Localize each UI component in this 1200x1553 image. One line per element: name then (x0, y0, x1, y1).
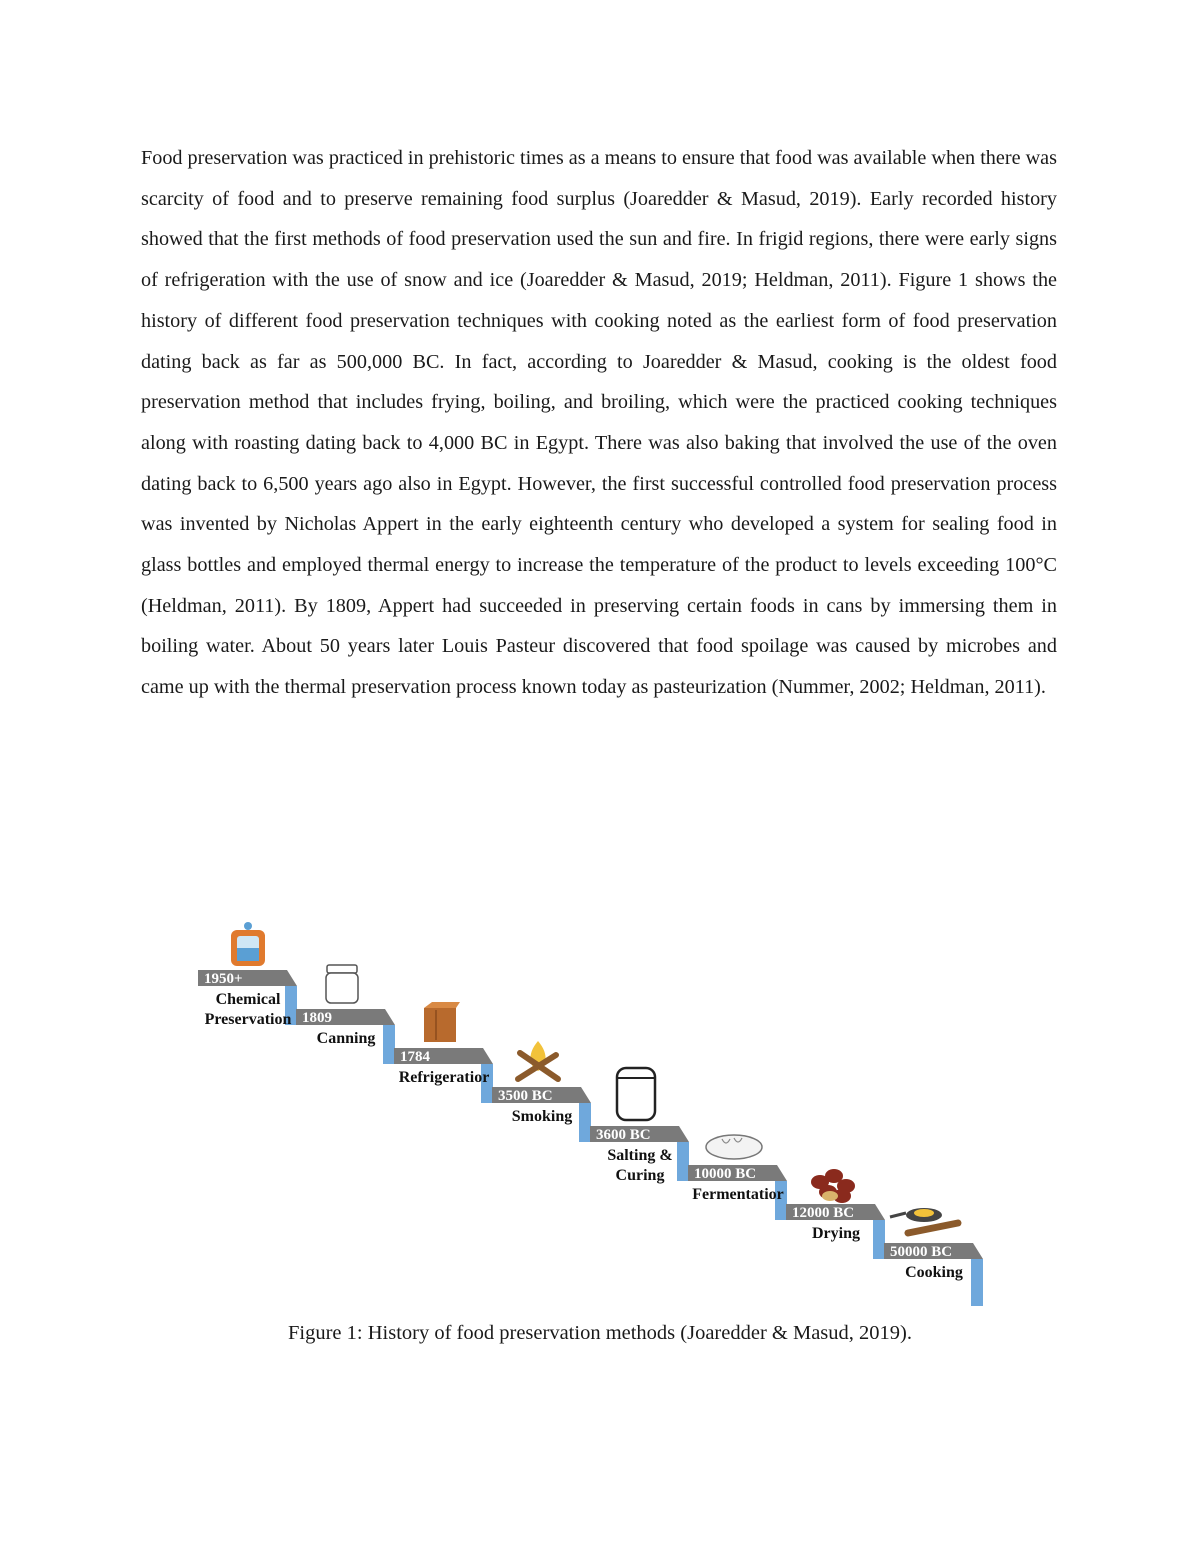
timeline-step (590, 1068, 689, 1184)
step-label: Drying (812, 1225, 860, 1242)
timeline-step (492, 1041, 591, 1142)
step-riser (677, 1142, 689, 1181)
step-date: 12000 BC (792, 1205, 855, 1221)
ice-box-icon (424, 1002, 460, 1042)
step-date: 1809 (302, 1010, 332, 1026)
step-label: Canning (316, 1030, 376, 1047)
step-date: 1950+ (204, 971, 243, 987)
dried-fruit-icon (811, 1169, 855, 1203)
step-label: Chemical (215, 991, 281, 1008)
timeline-staircase (180, 906, 1000, 1306)
timeline-step (688, 1135, 787, 1220)
timeline-step (786, 1169, 885, 1259)
step-label: Smoking (511, 1108, 573, 1125)
timeline-step (884, 1208, 983, 1306)
bread-loaf-icon (706, 1135, 762, 1159)
step-date: 1784 (400, 1049, 430, 1065)
timeline-step (198, 922, 297, 1028)
timeline-step (296, 965, 395, 1064)
step-date: 3600 BC (596, 1127, 651, 1143)
step-riser (873, 1220, 885, 1259)
frying-pan-icon (890, 1208, 958, 1233)
step-label: Preservation (204, 1011, 292, 1028)
step-label: Refrigeratior (398, 1069, 490, 1086)
step-label: Salting & (607, 1147, 673, 1164)
step-riser (579, 1103, 591, 1142)
step-riser (383, 1025, 395, 1064)
figure-caption: Figure 1: History of food preservation methods (Joaredder & Masud, 2019). (288, 1322, 912, 1344)
campfire-icon (518, 1041, 558, 1079)
step-label: Cooking (905, 1264, 963, 1281)
step-label: Curing (615, 1167, 665, 1184)
preservation-timeline-figure (180, 906, 1000, 1306)
beaker-icon (231, 922, 265, 966)
jar-icon (326, 965, 358, 1003)
step-riser (971, 1259, 983, 1306)
salt-container-icon (617, 1068, 655, 1120)
timeline-step (394, 1002, 493, 1103)
step-label: Fermentatior (692, 1186, 784, 1203)
step-date: 10000 BC (694, 1166, 757, 1182)
step-date: 3500 BC (498, 1088, 553, 1104)
body-paragraph: Food preservation was practiced in prehistoric times as a means to ensure that food was available when there was scarcity of food and to preserve remaining food surplus (Joaredder & Masud, 2019). Early recorded history showed that the first methods of food preservation used the sun and fire. In frigid regions, there were early signs of refrigeration with the use of snow and ice (Joaredder & Masud, 2019; Heldman, 2011). Figure 1 shows the history of different food preservation techniques with cooking noted as the earliest form of food preservation dating back as far as 500,000 BC. In fact, according to Joaredder & Masud, cooking is the oldest food preservation method that includes frying, boiling, and broiling, which were the practiced cooking techniques along with roasting dating back to 4,000 BC in Egypt. There was also baking that involved the use of the oven dating back to 6,500 years ago also in Egypt. However, the first successful controlled food preservation process was invented by Nicholas Appert in the early eighteenth century who developed a system for sealing food in glass bottles and employed thermal energy to increase the temperature of the product to levels exceeding 100°C (Heldman, 2011). By 1809, Appert had succeeded in preserving certain foods in cans by immersing them in boiling water. About 50 years later Louis Pasteur discovered that food spoilage was caused by microbes and came up with the thermal preservation process known today as pasteurization (Nummer, 2002; Heldman, 2011). (141, 147, 1057, 699)
step-date: 50000 BC (890, 1244, 953, 1260)
